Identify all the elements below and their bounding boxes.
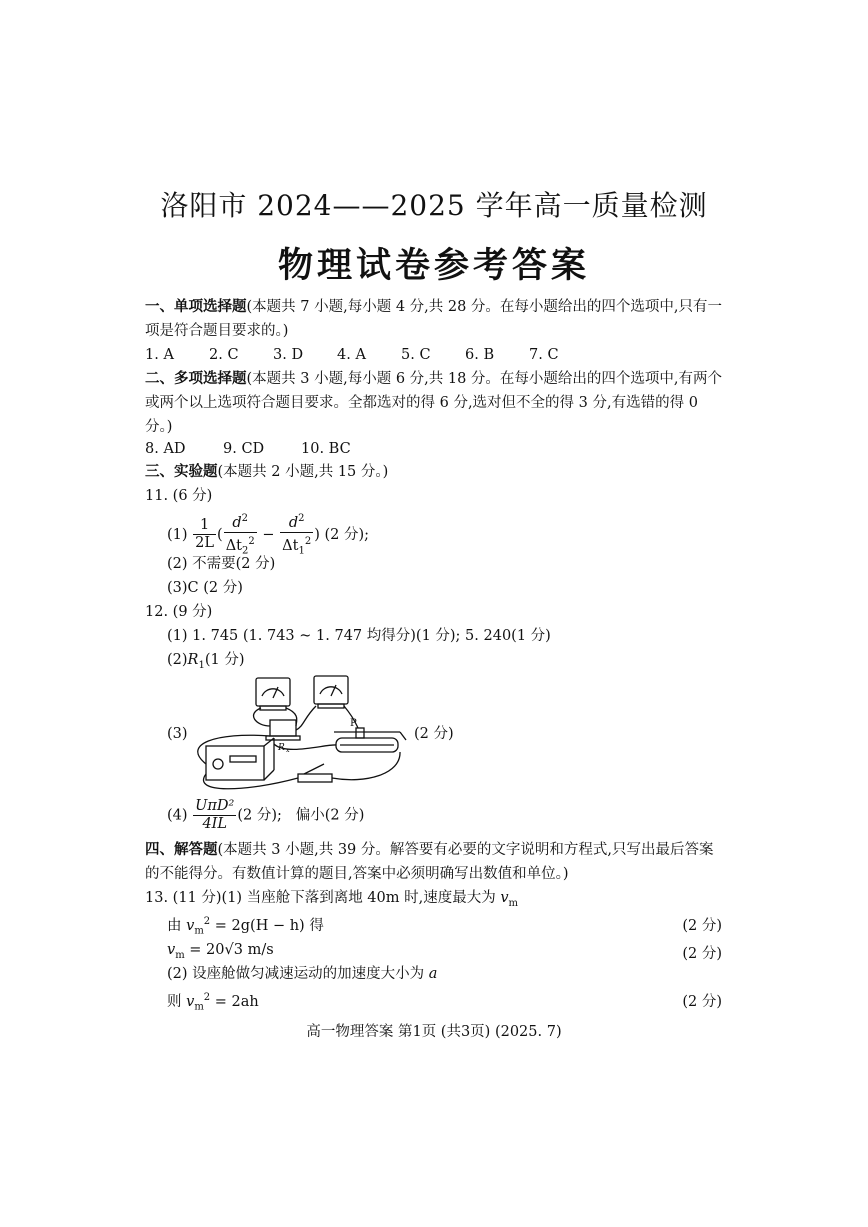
- q13-l2-eq: = 2g(H − h) 得: [214, 917, 324, 934]
- fraction-denominator: $\Delta t_1^2$: [282, 535, 312, 557]
- answer-1: 1. A: [145, 347, 174, 363]
- diagram-label-p: P: [350, 718, 357, 729]
- section-3-desc: (本题共 2 小题,共 15 分。): [217, 464, 389, 480]
- section-4-desc-b: 的不能得分。有数值计算的题目,答案中必须明确写出数值和单位。): [145, 866, 569, 882]
- var-v: v: [186, 917, 195, 934]
- q11-part-1: (1) $\frac{1}{2L}$ ( $\frac{d^2}{\Delta t_2^2}$ − $\frac{d^2}{\Delta t_1^2}$ ) (2 分);: [167, 510, 369, 560]
- subscript-1: 1: [298, 545, 305, 557]
- superscript-2: 2: [203, 916, 211, 927]
- answer-5: 5. C: [401, 347, 431, 363]
- q13-line-3: [167, 940, 274, 966]
- section-2-desc-b: 或两个以上选项符合题目要求。全都选对的得 6 分,选对但不全的得 3 分,有选错的得 0: [145, 395, 698, 411]
- section-2-desc-a: (本题共 3 小题,每小题 6 分,共 18 分。在每小题给出的四个选项中,有两个: [246, 371, 723, 387]
- fraction-1-over-2L: [193, 517, 216, 552]
- q12-p4-extra: 偏小(2 分): [295, 807, 365, 824]
- var-v: v: [167, 942, 176, 958]
- q13-l5-pre: 则: [167, 993, 182, 1010]
- q13-head: [145, 888, 518, 914]
- page-footer: 高一物理答案 第1页 (共3页) (2025. 7): [306, 1024, 562, 1040]
- var-a: a: [428, 966, 438, 982]
- q13-line-2: [167, 912, 324, 942]
- subscript-m: m: [508, 897, 519, 909]
- fraction-denominator: [193, 816, 236, 833]
- answer-2: 2. C: [209, 347, 239, 363]
- answer-8: 8. AD: [145, 441, 186, 457]
- fraction-numerator: $d^2$: [280, 510, 313, 533]
- subscript-2: 2: [242, 545, 249, 557]
- section-3-intro: [145, 462, 388, 482]
- q11-part-3: (3)C (2 分): [167, 580, 243, 596]
- answer-7: 7. C: [529, 347, 559, 363]
- fraction-d2-dt2: [224, 510, 257, 560]
- var-dt: Δt: [225, 537, 242, 554]
- section-4-heading: 四、解答题: [145, 841, 218, 858]
- q13-l5-eq: = 2ah: [214, 993, 259, 1010]
- subscript-m: m: [194, 925, 204, 937]
- q12-part-4: [167, 798, 364, 833]
- q11-p1-score: (2 分);: [324, 526, 370, 543]
- q11-part-2: (2) 不需要(2 分): [167, 556, 276, 572]
- fraction-numerator: $d^2$: [224, 510, 257, 533]
- section-4-desc-a: (本题共 3 小题,共 39 分。解答要有必要的文字说明和方程式,只写出最后答案: [217, 842, 714, 858]
- var-d: d: [288, 514, 299, 531]
- section-3-heading: 三、实验题: [145, 463, 218, 480]
- den-text: 2L: [195, 535, 215, 552]
- subscript-m: m: [194, 1001, 204, 1013]
- answer-10: 10. BC: [301, 441, 351, 457]
- section-1-desc-a: (本题共 7 小题,每小题 4 分,共 28 分。在每小题给出的四个选项中,只有一: [246, 299, 723, 315]
- q12-p4-score: (2 分);: [237, 807, 282, 824]
- q12-part-1: (1) 1. 745 (1. 743 ~ 1. 747 均得分)(1 分); 5. 240(1 分): [167, 628, 551, 644]
- fraction-denominator: $\Delta t_2^2$: [225, 535, 255, 557]
- q12-p4-label: (4): [167, 807, 188, 824]
- q13-l3-eq: = 20√3 m/s: [189, 942, 274, 958]
- rheostat-icon: [334, 728, 406, 752]
- fraction-numerator: [193, 798, 236, 816]
- q13-l2-pre: 由: [167, 917, 182, 934]
- diagram-label-rx: R: [278, 743, 285, 753]
- diagram-label-rx-sub: x: [286, 747, 290, 754]
- resistor-rx-icon: [266, 720, 300, 740]
- subscript-m: m: [175, 949, 185, 961]
- section-2-answers: [145, 439, 379, 459]
- q11-head: 11. (6 分): [145, 488, 213, 504]
- answer-title: 物理试卷参考答案: [277, 245, 590, 286]
- num-text: UπD²: [195, 798, 235, 814]
- fraction-resistivity: [193, 798, 236, 833]
- section-1-answers: [145, 345, 593, 365]
- circuit-diagram: [186, 674, 416, 792]
- q13-l4-text: (2) 设座舱做匀减速运动的加速度大小为: [167, 966, 425, 982]
- q13-l5-score: (2 分): [682, 994, 722, 1010]
- voltmeter-icon: [256, 678, 290, 710]
- q13-l3-score: (2 分): [682, 946, 722, 962]
- exam-title: 洛阳市 2024——2025 学年高一质量检测: [160, 189, 708, 222]
- var-R: R: [187, 652, 199, 668]
- section-1-desc-b: 项是符合题目要求的。): [145, 323, 289, 339]
- answer-4: 4. A: [337, 347, 366, 363]
- answer-3: 3. D: [273, 347, 304, 363]
- var-dt: Δt: [282, 537, 299, 554]
- power-supply-icon: [206, 738, 274, 780]
- superscript-2: 2: [203, 992, 211, 1003]
- section-1-heading: 一、单项选择题: [145, 298, 247, 315]
- answer-9: 9. CD: [223, 441, 265, 457]
- q12-part-2: [167, 650, 245, 676]
- var-v: v: [186, 993, 195, 1010]
- q12-p2-label: (2): [167, 652, 188, 668]
- q13-l2-score: (2 分): [682, 918, 722, 934]
- q12-head: 12. (9 分): [145, 604, 213, 620]
- q13-line-4: [167, 964, 437, 984]
- q13-head-text: 13. (11 分)(1) 当座舱下落到离地 40m 时,速度最大为: [145, 890, 496, 906]
- ammeter-icon: [314, 676, 348, 708]
- subscript-1: 1: [198, 659, 205, 671]
- q13-line-5: [167, 988, 259, 1018]
- q12-part-3-label: (3): [167, 726, 188, 742]
- section-1-intro: [145, 297, 722, 317]
- fraction-denominator: [193, 535, 216, 552]
- answer-6: 6. B: [465, 347, 495, 363]
- q11-p1-label: (1): [167, 526, 188, 543]
- var-v: v: [500, 890, 509, 906]
- den-text: 4IL: [202, 816, 228, 832]
- q12-part-3-score: (2 分): [414, 726, 454, 742]
- fraction-numerator: 1: [193, 517, 216, 535]
- section-2-intro: [145, 369, 722, 389]
- q12-p2-score: (1 分): [204, 652, 245, 668]
- fraction-d2-dt1: [280, 510, 313, 560]
- switch-icon: [298, 764, 332, 782]
- section-2-desc-c: 分。): [145, 419, 173, 435]
- var-d: d: [232, 514, 242, 531]
- section-2-heading: 二、多项选择题: [145, 370, 247, 387]
- section-4-intro: [145, 840, 714, 860]
